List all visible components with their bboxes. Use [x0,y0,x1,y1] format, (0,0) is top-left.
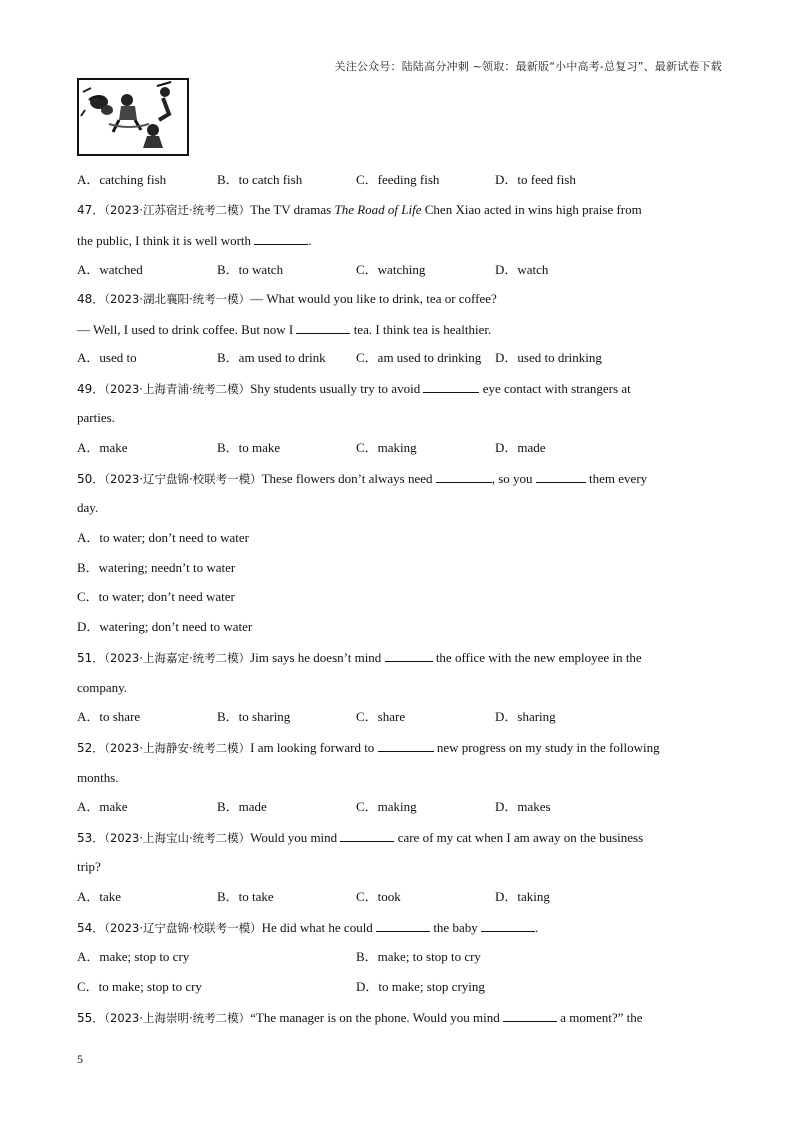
question-text: trip? [77,859,101,874]
question-55 [77,1009,643,1026]
question-number: 52． [77,741,105,755]
question-text: “The manager is on the phone. Would you mind [250,1010,500,1025]
option-c[interactable]: C．am used to drinking [356,350,482,365]
option-b[interactable]: B．to make [217,440,281,455]
answer-blank[interactable] [254,232,308,245]
question-number: 50． [77,472,105,486]
question-49 [77,380,631,397]
question-number: 47． [77,203,105,217]
option-b[interactable]: B．made [217,799,267,814]
option-b[interactable]: B．to watch [217,262,284,277]
option-c[interactable]: C．feeding fish [356,172,440,187]
question-50 [77,470,647,487]
answer-blank[interactable] [436,470,492,483]
question-text: the public, I think it is well worth [77,233,252,248]
answer-blank[interactable] [385,649,433,662]
option-c[interactable]: C．to water; don’t need water [77,589,235,604]
option-b[interactable]: B．to take [217,889,274,904]
question-53-line2 [77,859,101,875]
question-text: tea. I think tea is healthier. [350,322,492,337]
option-c[interactable]: C．to make; stop to cry [77,979,202,994]
option-c[interactable]: C．share [356,709,406,724]
question-text: day. [77,500,99,515]
question-source: （2023·辽宁盘锦·校联考一模） [104,472,262,486]
option-d[interactable]: D．makes [495,799,551,814]
option-d[interactable]: D．used to drinking [495,350,602,365]
option-d[interactable]: D．to feed fish [495,172,576,187]
question-text: new progress on my study in the following [433,740,660,755]
option-a[interactable]: A．take [77,889,122,904]
answer-blank[interactable] [378,739,434,752]
question-text: Jim says he doesn’t mind [250,650,382,665]
question-50-line2 [77,500,98,516]
answer-blank[interactable] [536,470,586,483]
question-text: Would you mind [250,830,338,845]
question-text: care of my cat when I am away on the business [394,830,644,845]
question-52 [77,739,660,756]
question-text: . [534,920,539,935]
question-source: （2023·江苏宿迁·统考二模） [104,203,251,217]
question-text: them every [585,471,648,486]
question-text: parties. [77,410,115,425]
question-number: 49． [77,382,105,396]
option-d[interactable]: D．watch [495,262,549,277]
option-c[interactable]: C．took [356,889,401,904]
option-a[interactable]: A．to water; don’t need to water [77,530,249,545]
answer-blank[interactable] [503,1009,557,1022]
question-47-line2 [77,232,312,249]
page-header: 关注公众号：陆陆高分冲刺 ~领取：最新版“小中高考-总复习”、最新试卷下载 [334,60,722,73]
drama-title: The Road of Life [334,202,422,217]
question-text: Chen Xiao acted in wins high praise from [421,202,642,217]
question-51-line2 [77,680,127,696]
question-number: 48． [77,292,105,306]
option-b[interactable]: B．am used to drink [217,350,326,365]
option-a[interactable]: A．make [77,799,128,814]
question-text: the baby [430,920,478,935]
question-47 [77,202,642,218]
question-text: , so you [491,471,533,486]
question-51 [77,649,642,666]
option-c[interactable]: C．making [356,440,417,455]
question-source: （2023·上海宝山·统考二模） [104,831,251,845]
fishing-illustration [77,78,189,156]
question-48-line2 [77,321,491,338]
question-text: I am looking forward to [250,740,375,755]
option-b[interactable]: B．make; to stop to cry [356,949,481,964]
question-number: 55． [77,1011,105,1025]
option-a[interactable]: A．watched [77,262,143,277]
answer-blank[interactable] [423,380,479,393]
question-text: the office with the new employee in the [432,650,642,665]
answer-blank[interactable] [340,829,394,842]
fishing-illustration-drawing [79,80,187,154]
option-b[interactable]: B．watering; needn’t to water [77,560,236,575]
page-number: 5 [77,1052,83,1066]
answer-blank[interactable] [296,321,350,334]
question-number: 51． [77,651,105,665]
option-b[interactable]: B．to catch fish [217,172,303,187]
question-source: （2023·上海崇明·统考二模） [104,1011,251,1025]
question-number: 54． [77,921,105,935]
question-text: eye contact with strangers at [479,381,631,396]
question-54 [77,919,538,936]
answer-blank[interactable] [376,919,430,932]
question-text: These flowers don’t always need [261,471,433,486]
option-d[interactable]: D．taking [495,889,550,904]
answer-blank[interactable] [481,919,535,932]
question-text: — Well, I used to drink coffee. But now I [77,322,294,337]
question-48 [77,291,497,307]
question-text: — What would you like to drink, tea or coffee? [250,291,497,306]
question-52-line2 [77,770,119,786]
option-d[interactable]: D．to make; stop crying [356,979,485,994]
question-source: （2023·辽宁盘锦·校联考一模） [104,921,262,935]
question-49-line2 [77,410,115,426]
question-text: . [308,233,312,248]
option-d[interactable]: D．watering; don’t need to water [77,619,253,634]
question-number: 53． [77,831,105,845]
option-a[interactable]: A．catching fish [77,172,167,187]
option-a[interactable]: A．make [77,440,128,455]
option-c[interactable]: C．watching [356,262,426,277]
question-source: （2023·上海青浦·统考二模） [104,382,251,396]
question-text: The TV dramas [250,202,335,217]
option-d[interactable]: D．made [495,440,546,455]
question-source: （2023·上海静安·统考二模） [104,741,251,755]
question-text: months. [77,770,119,785]
option-d[interactable]: D．sharing [495,709,556,724]
question-53 [77,829,643,846]
option-a[interactable]: A．used to [77,350,137,365]
option-c[interactable]: C．making [356,799,417,814]
option-a[interactable]: A．make; stop to cry [77,949,190,964]
question-text: a moment?” the [557,1010,643,1025]
option-a[interactable]: A．to share [77,709,141,724]
question-text: Shy students usually try to avoid [250,381,421,396]
question-source: （2023·上海嘉定·统考二模） [104,651,251,665]
question-text: He did what he could [261,920,373,935]
option-b[interactable]: B．to sharing [217,709,291,724]
question-text: company. [77,680,128,695]
question-source: （2023·湖北襄阳·统考一模） [104,292,251,306]
